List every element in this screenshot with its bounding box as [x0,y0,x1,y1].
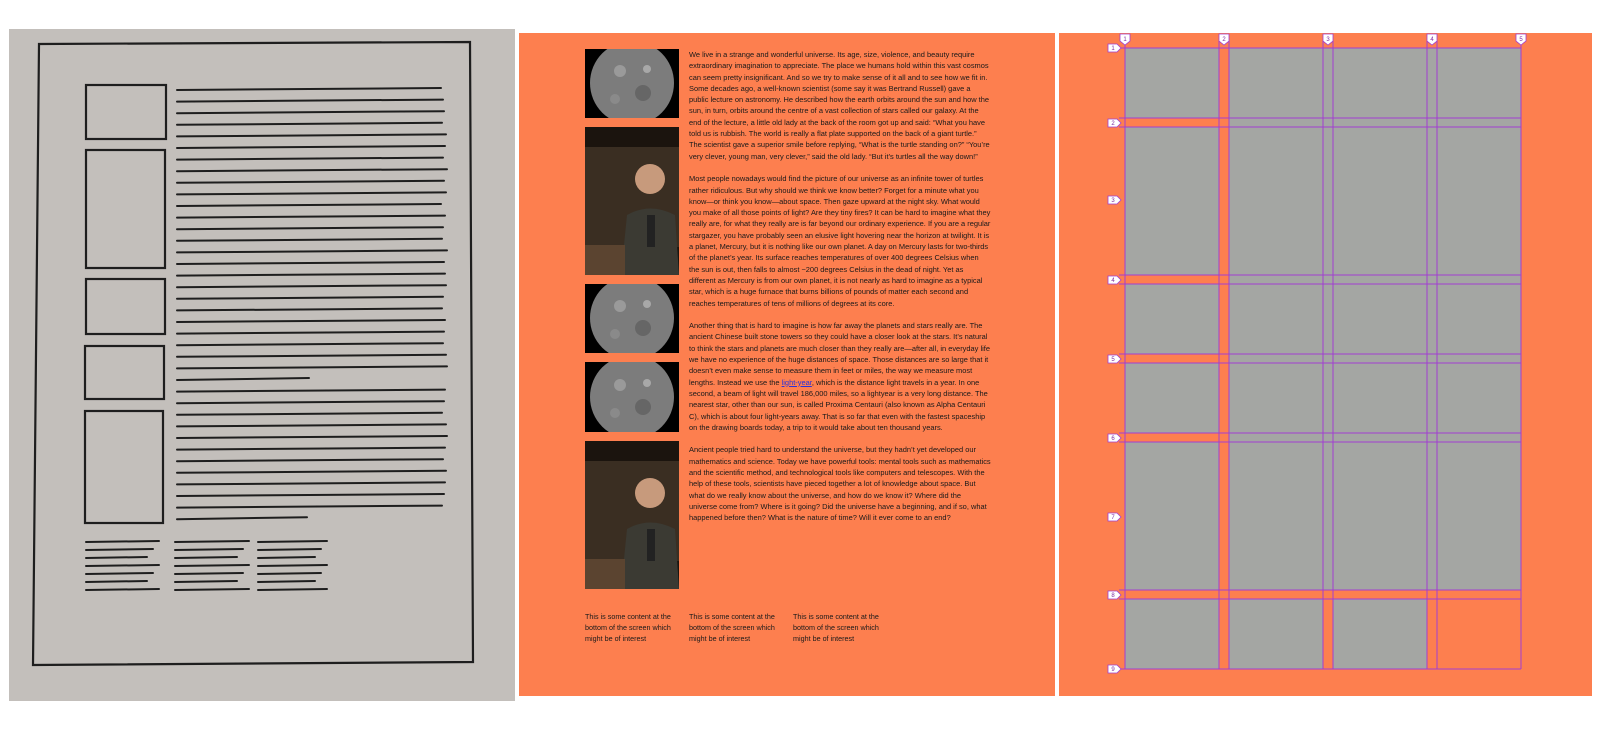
article-body [689,49,991,535]
grid-row-marker [1108,355,1121,363]
article-paragraph-2: Most people nowadays would find the picture of our universe as an infinite tower of turtles rather ridiculous. But why should we think we know better? Forget for a minute what you know—or think you know—about space. Then gaze upward at the night sky. What would you make of all those points of light? Are they tiny fires? It can be hard to imagine what they really are, for what they really are is far beyond our ordinary experience. If you are a regular stargazer, you have probably seen an elusive light hovering near the horizon at twilight. It is a planet, Mercury, but it is nothing like our own planet. A day on Mercury lasts for two-thirds of the planet’s year. Its surface reaches temperatures of over 400 degrees Celsius when the sun is out, then falls to almost −200 degrees Celsius in the dead of night. Yet as different as Mercury is from our own planet, it is not nearly as hard to imagine as a typical star, which is a huge furnace that burns billions of pounds of matter each second and reaches temperatures of tens of millions of degrees at its core. [689,174,991,308]
svg-text:8: 8 [1111,593,1115,600]
svg-text:6: 6 [1111,436,1115,443]
sketch-drawing [9,29,515,701]
grid-cell [1125,363,1219,433]
grid-row-marker [1108,119,1121,127]
grid-overlay [1059,33,1592,696]
article-paragraph-3 [689,320,991,433]
wireframe-sketch [9,29,515,701]
grid-cell [1333,599,1427,669]
man-image [585,441,679,589]
svg-text:4: 4 [1430,37,1434,43]
image-thumb-4 [585,362,679,432]
grid-column-marker [1219,34,1229,45]
image-thumb-3 [585,284,679,353]
man-image [585,127,679,275]
grid-cell [1229,599,1323,669]
image-thumb-1 [585,49,679,118]
moon-image [585,49,679,118]
grid-cell [1125,599,1219,669]
svg-text:2: 2 [1222,37,1226,43]
page-mockup [519,33,1055,696]
grid-row-marker [1108,44,1121,52]
footer-note-3: This is some content at the bottom of the screen which might be of interest [793,612,879,643]
svg-text:4: 4 [1111,278,1115,285]
grid-row-marker [1108,434,1121,442]
footer-note-2: This is some content at the bottom of the screen which might be of interest [689,612,775,643]
grid-column-marker [1516,34,1526,45]
svg-text:9: 9 [1111,667,1115,674]
grid-row-marker [1108,665,1121,673]
grid-cell [1125,48,1219,118]
svg-text:7: 7 [1111,515,1115,522]
grid-column-marker [1323,34,1333,45]
sketch-text-lines [86,88,447,590]
svg-text:3: 3 [1111,198,1115,205]
svg-text:2: 2 [1111,121,1115,128]
grid-overlay-drawing [1059,33,1592,696]
paragraph-text: Another thing that is hard to imagine is how far away the planets and stars really are. The ancient Chinese built stone towers so they could have a closer look at the stars. It’s natural to think the stars and planets are much closer than they really are—after all, in everyday life we have no experience of the huge distances of space. Those distances are so large that it doesn’t even make sense to measure them in feet or miles, the way we measure most lengths. Instead we use the [689,321,990,387]
grid-column-marker [1120,34,1130,45]
svg-text:1: 1 [1123,37,1127,43]
paragraph-text: , which is the distance light travels in a year. In one second, a beam of light will travel 186,000 miles, so a lightyear is a very long distance. The nearest star, other than our sun, is called Proxima Centauri (also known as Alpha Centauri C), which is about four light-years away. That is so far that even with the fastest spaceship on the drawing boards today, a trip to it would take about ten thousand years. [689,377,988,432]
image-thumb-2 [585,127,679,275]
svg-text:5: 5 [1111,357,1115,364]
grid-row-marker [1108,276,1121,284]
svg-text:1: 1 [1111,46,1115,53]
grid-cell [1125,284,1219,354]
grid-cell [1229,48,1521,590]
image-thumb-5 [585,441,679,589]
grid-cell [1125,442,1219,590]
grid-cell [1125,127,1219,275]
grid-column-marker [1427,34,1437,45]
grid-row-marker [1108,591,1121,599]
grid-row-marker [1108,196,1121,204]
footer-note-1: This is some content at the bottom of the screen which might be of interest [585,612,671,643]
light-year-link[interactable]: light-year [781,377,812,387]
article-paragraph-4: Ancient people tried hard to understand the universe, but they hadn’t yet developed our mathematics and science. Today we have powerful tools: mental tools such as mathematics and the scientific method, and technological tools like computers and telescopes. With the help of these tools, scientists have pieced together a lot of knowledge about space. But what do we really know about the universe, and how do we know it? Where did the universe come from? Where is it going? Did the universe have a beginning, and if so, what happened before then? What is the nature of time? Will it ever come to an end? [689,445,991,523]
moon-image [585,362,679,432]
grid-row-marker [1108,513,1121,521]
svg-text:3: 3 [1326,37,1330,43]
article-paragraph-1: We live in a strange and wonderful universe. Its age, size, violence, and beauty require extraordinary imagination to appreciate. The place we humans hold within this vast cosmos can seem pretty insignificant. And so we try to make sense of it all and to see how we fit in. Some decades ago, a well-known scientist (some say it was Bertrand Russell) gave a public lecture on astronomy. He described how the earth orbits around the sun and how the sun, in turn, orbits around the centre of a vast collection of stars called our galaxy. At the end of the lecture, a little old lady at the back of the room got up and said: “What you have told us is rubbish. The world is really a flat plate supported on the back of a giant turtle.” The scientist gave a superior smile before replying, “What is the turtle standing on?” “You’re very clever, young man, very clever,” said the old lady. “But it’s turtles all the way down!” [689,50,990,161]
moon-image [585,284,679,353]
svg-text:5: 5 [1519,37,1523,43]
